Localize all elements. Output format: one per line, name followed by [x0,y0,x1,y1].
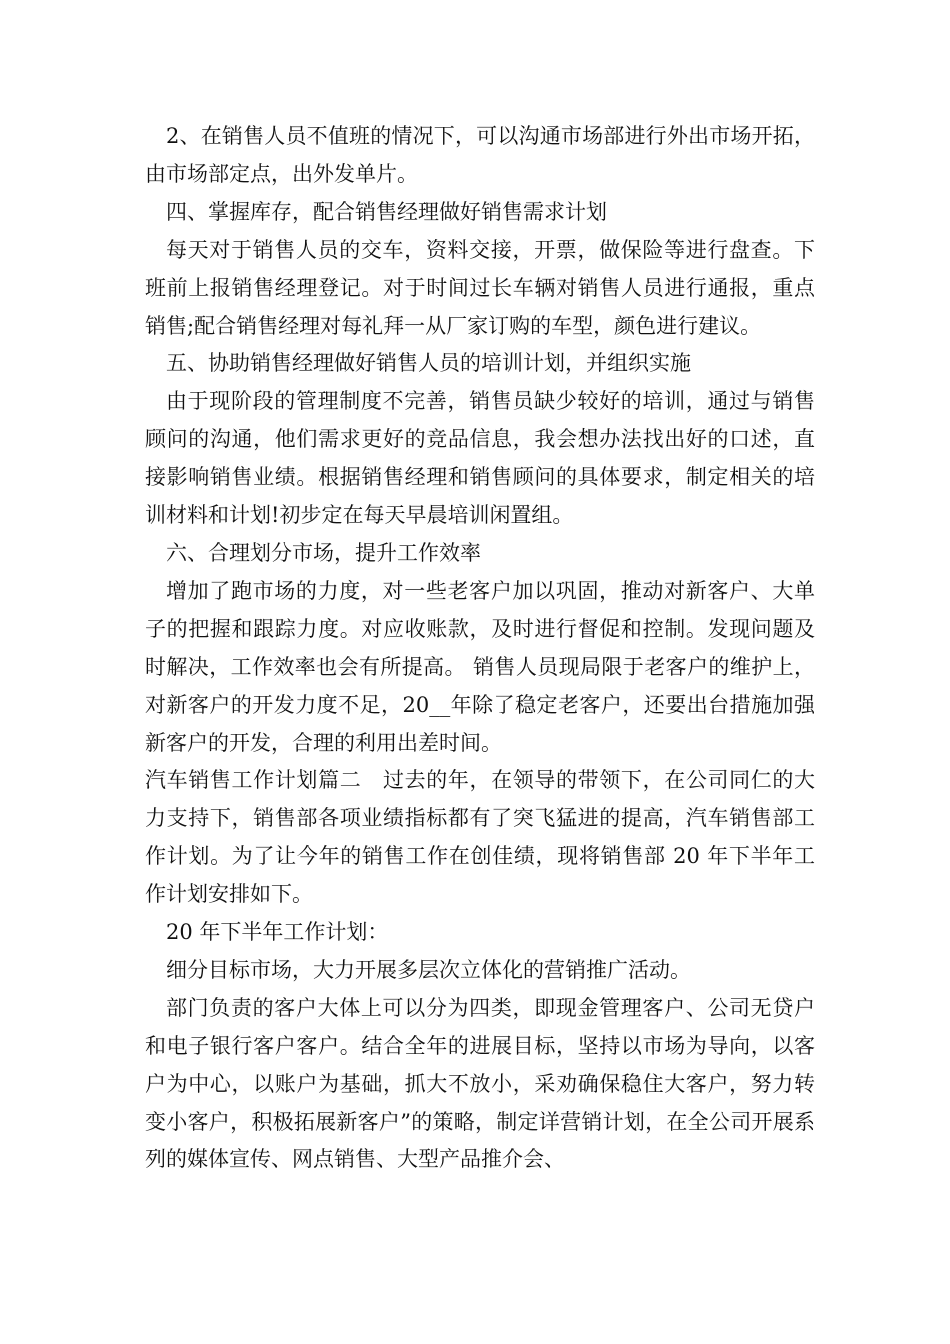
paragraph: 增加了跑市场的力度，对一些老客户加以巩固，推动对新客户、大单子的把握和跟踪力度。对应收账款，及时进行督促和控制。发现问题及时解决，工作效率也会有所提高。 销售人员现局限于老客户的维护上，对新客户的开发力度不足，20__年除了稳定老客户，还要出台措施加强新客户的开发，合理的利用出差时间。 [145,578,815,755]
paragraph: 由于现阶段的管理制度不完善，销售员缺少较好的培训，通过与销售顾问的沟通，他们需求更好的竞品信息，我会想办法找出好的口述，直接影响销售业绩。根据销售经理和销售顾问的具体要求，制定相关的培训材料和计划!初步定在每天早晨培训闲置组。 [145,389,815,528]
section-heading: 四、掌握库存，配合销售经理做好销售需求计划 [166,199,607,224]
paragraph: 2、在销售人员不值班的情况下，可以沟通市场部进行外出市场开拓，由市场部定点，出外发单片。 [145,124,815,186]
paragraph: 汽车销售工作计划篇二 过去的年，在领导的带领下，在公司同仁的大力支持下，销售部各项业绩指标都有了突飞猛进的提高，汽车销售部工作计划。为了让今年的销售工作在创佳绩，现将销售部 20 年下半年工作计划安排如下。 [145,768,815,907]
paragraph: 每天对于销售人员的交车，资料交接，开票，做保险等进行盘查。下班前上报销售经理登记。对于时间过长车辆对销售人员进行通报，重点销售;配合销售经理对每礼拜一从厂家订购的车型，颜色进行建议。 [145,237,815,338]
section-heading: 五、协助销售经理做好销售人员的培训计划，并组织实施 [166,351,691,376]
document-body [145,118,815,1179]
section-heading: 20 年下半年工作计划： [166,920,389,945]
paragraph: 细分目标市场，大力开展多层次立体化的营销推广活动。 [166,957,691,982]
paragraph: 部门负责的客户大体上可以分为四类，即现金管理客户、公司无贷户和电子银行客户客户。结合全年的进展目标，坚持以市场为导向，以客户为中心，以账户为基础，抓大不放小，采劝确保稳住大客户，努力转变小客户，积极拓展新客户”的策略，制定详营销计划，在全公司开展系列的媒体宣传、网点销售、大型产品推介会、 [145,995,815,1172]
section-heading: 六、合理划分市场，提升工作效率 [166,540,481,565]
